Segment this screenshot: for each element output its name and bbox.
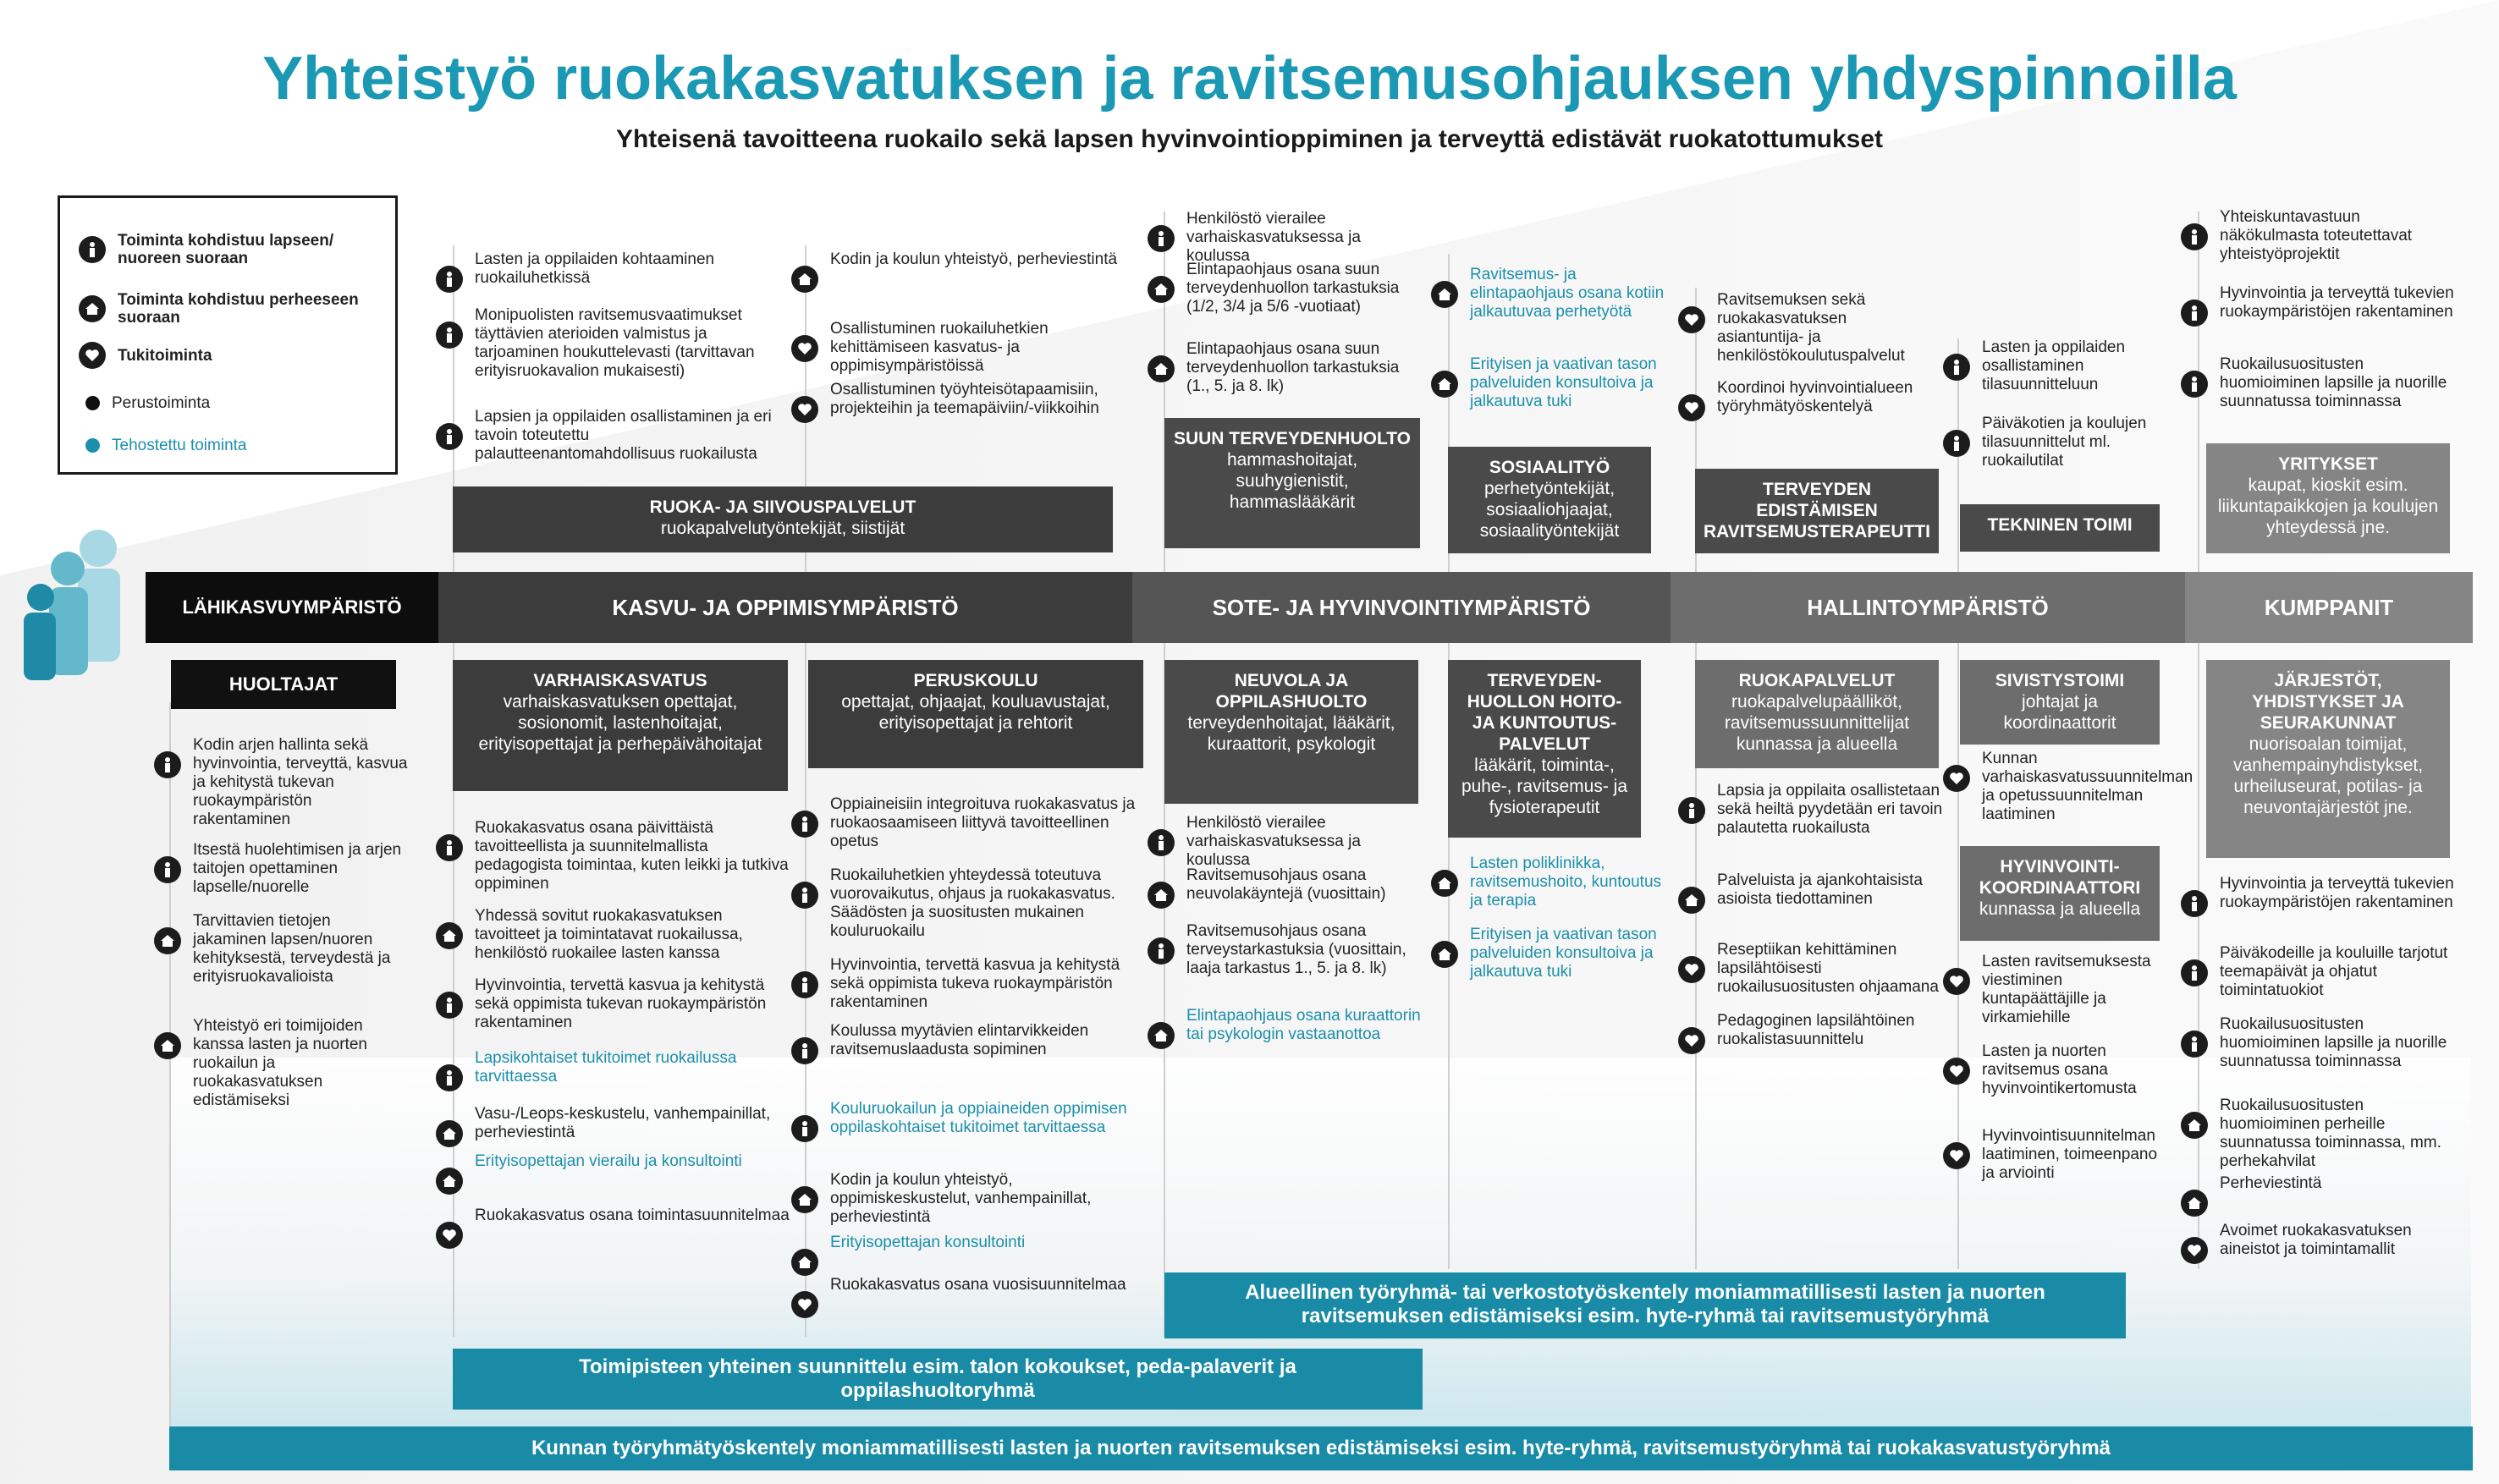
home-icon <box>2181 1190 2208 1217</box>
list-item-text: Hyvinvointia ja terveyttä tukevien ruokaympäristöjen rakentaminen <box>2220 284 2454 321</box>
list-item <box>436 1152 791 1195</box>
heart-icon <box>436 1222 463 1249</box>
box-yritykset: YRITYKSET kaupat, kioskit esim. liikuntapaikkojen ja koulujen yhteydessä jne. <box>2206 443 2450 553</box>
list-item-text: Lasten ja oppilaiden osallistaminen tilasuunnitteluun <box>1982 338 2126 393</box>
list-item <box>154 912 408 987</box>
list-item-text: Itsestä huolehtimisen ja arjen taitojen opettaminen lapselle/nuorelle <box>193 841 402 896</box>
list-item <box>1148 261 1410 316</box>
list-item-text: Elintapaohjaus osana suun terveydenhuollon tarkastuksia (1., 5. ja 8. lk) <box>1186 340 1400 395</box>
home-icon <box>154 1032 181 1059</box>
person-icon <box>2181 959 2208 987</box>
list-item-text: Palveluista ja ajankohtaisista asioista tiedottaminen <box>1717 871 1923 908</box>
home-icon <box>791 266 818 293</box>
list-item <box>1678 941 1949 997</box>
bar-alueellinen: Alueellinen työryhmä- tai verkostotyöskentely moniammatillisesti lasten ja nuorten ravitsemuksen edistämiseksi esim. hyte-ryhmä tai ravitsemustyöryhmä <box>1164 1272 2126 1338</box>
home-icon <box>436 922 463 949</box>
list-item-text: Ruokakasvatus osana toimintasuunnitelmaa <box>475 1206 790 1224</box>
list-item <box>2181 1174 2460 1217</box>
people-illustration <box>15 525 134 685</box>
list-item-text: Oppiaineisiin integroituva ruokakasvatus ja ruokaosaamiseen liittyvä tavoitteellinen opetus <box>830 795 1136 850</box>
person-icon <box>436 992 463 1019</box>
list-item <box>1148 210 1410 266</box>
list-item-text: Avoimet ruokakasvatuksen aineistot ja toimintamallit <box>2220 1222 2412 1258</box>
person-icon <box>436 266 463 293</box>
list-item-text: Ravitsemusohjaus osana terveystarkastuksia (vuosittain, laaja tarkastus 1., 5. ja 8. lk) <box>1186 922 1406 977</box>
list-item-text: Kodin ja koulun yhteistyö, oppimiskeskustelut, vanhempainillat, perheviestintä <box>830 1171 1092 1226</box>
list-item-text: Kouluruokailun ja oppiaineiden oppimisen oppilaskohtaiset tukitoimet tarvittaessa <box>830 1100 1127 1136</box>
heart-icon <box>79 342 106 369</box>
home-icon <box>1431 281 1458 308</box>
list-item-text: Yhdessä sovitut ruokakasvatuksen tavoitteet ja toimintatavat ruokailussa, henkilöstö ruokailee lasten kanssa <box>475 907 743 962</box>
list-item-text: Ruokailusuositusten huomioiminen perheille suunnatussa toiminnassa, mm. perhekahvilat <box>2220 1097 2441 1170</box>
heart-icon <box>791 396 818 423</box>
box-hoito-kuntoutus: TERVEYDEN-HUOLLON HOITO- JA KUNTOUTUS-PALVELUT lääkärit, toiminta-, puhe-, ravitsemus- ja fysioterapeutit <box>1448 660 1641 838</box>
box-ravitsemusterapeutti: TERVEYDEN EDISTÄMISEN RAVITSEMUSTERAPEUTTI <box>1695 469 1939 553</box>
box-jarjestot: JÄRJESTÖT, YHDISTYKSET JA SEURAKUNNAT nuorisoalan toimijat, vanhempainyhdistykset, urheiluseurat, potilas- ja neuvontajärjestöt jne. <box>2206 660 2450 858</box>
home-icon <box>2181 1112 2208 1139</box>
home-icon <box>1148 355 1175 382</box>
teal-dot-icon <box>85 438 100 453</box>
box-hyvinvointikoordinaattori: HYVINVOINTI-KOORDINAATTORI kunnassa ja alueella <box>1960 846 2160 941</box>
box-huoltajat: HUOLTAJAT <box>171 660 396 709</box>
list-item <box>1943 953 2163 1027</box>
home-icon <box>154 927 181 954</box>
list-item <box>1678 782 1949 838</box>
list-item-text: Pedagoginen lapsilähtöinen ruokalistasuunnittelu <box>1717 1012 1915 1048</box>
box-suun-terveydenhuolto: SUUN TERVEYDENHUOLTO hammashoitajat, suuhygienistit, hammaslääkärit <box>1164 418 1420 548</box>
list-item <box>1431 855 1676 910</box>
home-icon <box>1148 276 1175 303</box>
list-item-text: Päiväkotien ja koulujen tilasuunnittelut ml. ruokailutilat <box>1982 415 2147 470</box>
list-item-text: Erityisopettajan konsultointi <box>830 1234 1026 1251</box>
legend-enhanced: Tehostettu toiminta <box>79 437 366 454</box>
list-item-text: Lapsien ja oppilaiden osallistaminen ja eri tavoin toteutettu palautteenantomahdollisuus ruokailusta <box>475 408 772 463</box>
list-item <box>2181 1222 2460 1264</box>
list-item-text: Tarvittavien tietojen jakaminen lapsen/nuoren kehityksestä, terveydestä ja erityisruokavalioista <box>193 912 391 986</box>
home-icon <box>791 1249 818 1276</box>
home-icon <box>436 1120 463 1147</box>
list-item-text: Päiväkodeille ja kouluille tarjotut teemapäivät ja ohjatut toimintatuokiot <box>2220 944 2448 999</box>
box-sivistystoimi: SIVISTYSTOIMI johtajat ja koordinaattorit <box>1960 660 2160 745</box>
list-item-text: Ravitsemuksen sekä ruokakasvatuksen asiantuntija- ja henkilöstökoulutuspalvelut <box>1717 291 1905 365</box>
list-item-text: Reseptiikan kehittäminen lapsilähtöisesti ruokailusuositusten ohjaamana <box>1717 941 1939 996</box>
list-item-text: Perheviestintä <box>2220 1174 2322 1192</box>
legend-support: Tukitoiminta <box>79 342 372 369</box>
list-item <box>1678 291 1932 366</box>
person-icon <box>1943 430 1970 457</box>
heart-icon <box>1678 1027 1705 1054</box>
person-icon <box>791 1037 818 1064</box>
band-kasvu: KASVU- JA OPPIMISYMPÄRISTÖ <box>438 572 1132 643</box>
list-item <box>436 306 774 381</box>
list-item <box>1148 1007 1427 1049</box>
box-ruoka-siivous: RUOKA- JA SIIVOUSPALVELUT ruokapalvelutyöntekijät, siistijät <box>453 486 1113 552</box>
list-item-text: Ravitsemus- ja elintapaohjaus osana kotiin jalkautuvaa perhetyötä <box>1470 266 1665 321</box>
person-icon <box>2181 223 2208 250</box>
list-item-text: Koulussa myytävien elintarvikkeiden ravitsemuslaadusta sopiminen <box>830 1022 1089 1058</box>
page-subtitle: Yhteisenä tavoitteena ruokailo sekä lapsen hyvinvointioppiminen ja terveyttä edistävät ruokatottumukset <box>615 125 1884 153</box>
list-item <box>791 381 1130 423</box>
person-icon <box>1148 937 1175 965</box>
list-item-text: Erityisen ja vaativan tason palveluiden konsultoiva ja jalkautuva tuki <box>1470 355 1657 410</box>
list-item <box>791 956 1147 1012</box>
list-item-text: Ruokailuhetkien yhteydessä toteutuva vuorovaikutus, ohjaus ja ruokakasvatus. Säädösten ja suositusten mukainen kouluruokailu <box>830 866 1115 940</box>
list-item-text: Vasu-/Leops-keskustelu, vanhempainillat, perheviestintä <box>475 1105 771 1141</box>
list-item-text: Hyvinvointisuunnitelman laatiminen, toimeenpano ja arviointi <box>1982 1127 2158 1182</box>
list-item <box>2181 208 2460 264</box>
list-item <box>1148 340 1410 396</box>
person-icon <box>791 811 818 838</box>
list-item <box>1943 1042 2163 1098</box>
list-item <box>436 250 774 293</box>
home-icon <box>79 295 106 322</box>
person-icon <box>791 882 818 909</box>
list-item <box>791 866 1147 941</box>
home-icon <box>1431 870 1458 897</box>
list-item <box>1943 415 2163 470</box>
box-peruskoulu: PERUSKOULU opettajat, ohjaajat, kouluavustajat, erityisopettajat ja rehtorit <box>808 660 1143 768</box>
list-item <box>436 976 791 1032</box>
list-item-text: Osallistuminen ruokailuhetkien kehittämiseen kasvatus- ja oppimisympäristöissä <box>830 320 1049 375</box>
list-item <box>791 795 1147 851</box>
legend-basic: Perustoiminta <box>79 394 366 412</box>
list-item-text: Ruokailusuositusten huomioiminen lapsille ja nuorille suunnatussa toiminnassa <box>2220 1015 2447 1070</box>
list-item <box>2181 875 2460 917</box>
list-item <box>791 1276 1147 1318</box>
list-item-text: Hyvinvointia, tervettä kasvua ja kehitystä sekä oppimista tukeva ruokaympäristön rakentaminen <box>830 956 1120 1011</box>
list-item-text: Lasten poliklinikka, ravitsemushoito, kuntoutus ja terapia <box>1470 855 1662 910</box>
list-item <box>791 320 1130 376</box>
list-item <box>436 1105 791 1147</box>
list-item-text: Ruokakasvatus osana päivittäistä tavoitteellista ja suunnitelmallista pedagogista toimintaa, kuten leikki ja tutkiva oppiminen <box>475 819 789 893</box>
list-item-text: Henkilöstö vierailee varhaiskasvatuksessa ja koulussa <box>1186 814 1361 869</box>
heart-icon <box>1678 394 1705 421</box>
person-icon <box>436 834 463 861</box>
list-item-text: Henkilöstö vierailee varhaiskasvatuksessa ja koulussa <box>1186 210 1361 265</box>
person-icon <box>436 322 463 349</box>
person-icon <box>1148 829 1175 856</box>
box-varhaiskasvatus: VARHAISKASVATUS varhaiskasvatuksen opettajat, sosionomit, lastenhoitajat, erityisopettajat ja perhepäivähoitajat <box>453 660 788 791</box>
home-icon <box>1431 371 1458 398</box>
page-title: Yhteistyö ruokakasvatuksen ja ravitsemusohjauksen yhdyspinnoilla <box>262 45 2237 113</box>
list-item-text: Lasten ravitsemuksesta viestiminen kuntapäättäjille ja virkamiehille <box>1982 953 2151 1026</box>
list-item <box>436 408 774 464</box>
person-icon <box>2181 890 2208 917</box>
list-item-text: Lapsikohtaiset tukitoimet ruokailussa tarvittaessa <box>475 1049 737 1086</box>
heart-icon <box>791 335 818 362</box>
legend-child: Toiminta kohdistuu lapseen/ nuoreen suoraan <box>79 232 372 267</box>
home-icon <box>1148 1022 1175 1049</box>
list-item <box>1148 922 1427 978</box>
list-item <box>2181 1097 2460 1171</box>
list-item-text: Elintapaohjaus osana suun terveydenhuollon tarkastuksia (1/2, 3/4 ja 5/6 -vuotiaat) <box>1186 261 1400 316</box>
list-item-text: Yhteiskuntavastuun näkökulmasta toteutettavat yhteistyöprojektit <box>2220 208 2413 263</box>
list-item <box>1943 338 2163 394</box>
list-item <box>791 1234 1147 1276</box>
person-icon <box>2181 1031 2208 1058</box>
list-item <box>436 819 791 893</box>
person-icon <box>791 1115 818 1142</box>
list-item-text: Koordinoi hyvinvointialueen työryhmätyöskentelyä <box>1717 379 1913 415</box>
home-icon <box>436 1168 463 1195</box>
box-sosiaalityo: SOSIAALITYÖ perhetyöntekijät, sosiaaliohjaajat, sosiaalityöntekijät <box>1448 447 1651 553</box>
list-item-text: Lasten ja nuorten ravitsemus osana hyvinvointikertomusta <box>1982 1042 2137 1097</box>
list-item-text: Hyvinvointia ja terveyttä tukevien ruokaympäristöjen rakentaminen <box>2220 875 2454 911</box>
list-item <box>2181 944 2460 1000</box>
list-item-text: Lapsia ja oppilaita osallistetaan sekä heiltä pyydetään eri tavoin palautetta ruokailusta <box>1717 782 1943 837</box>
list-item <box>1431 926 1676 981</box>
list-item <box>1678 379 1932 421</box>
list-item <box>1678 871 1949 914</box>
list-item <box>154 736 408 829</box>
list-item <box>791 1022 1147 1064</box>
list-item <box>1678 1012 1949 1054</box>
list-item-text: Kunnan varhaiskasvatussuunnitelman ja opetussuunnitelman laatiminen <box>1982 750 2194 823</box>
list-item <box>1943 750 2194 824</box>
person-icon <box>436 1064 463 1091</box>
list-item-text: Kodin ja koulun yhteistyö, perheviestintä <box>830 250 1118 268</box>
black-dot-icon <box>85 396 100 410</box>
person-icon <box>1678 797 1705 824</box>
heart-icon <box>2181 1237 2208 1264</box>
bar-toimipiste: Toimipisteen yhteinen suunnittelu esim. talon kokoukset, peda-palaverit ja oppilashuoltoryhmä <box>453 1349 1423 1410</box>
list-item <box>1148 814 1427 870</box>
list-item <box>436 1049 791 1091</box>
list-item <box>791 250 1130 293</box>
legend <box>58 195 398 475</box>
list-item-text: Yhteistyö eri toimijoiden kanssa lasten ja nuorten ruokailun ja ruokakasvatuksen edistämiseksi <box>193 1017 367 1109</box>
legend-family: Toiminta kohdistuu perheeseen suoraan <box>79 291 372 327</box>
home-icon <box>1678 887 1705 914</box>
person-icon <box>791 971 818 998</box>
list-item-text: Monipuolisten ravitsemusvaatimukset täyttävien aterioiden valmistus ja tarjoaminen houkuttelevasti (tarvittavan erityisruokavalion mukaisesti) <box>475 306 755 380</box>
heart-icon <box>1943 968 1970 995</box>
divider <box>1695 288 1697 1269</box>
box-neuvola: NEUVOLA JA OPPILASHUOLTO terveydenhoitajat, lääkärit, kuraattorit, psykologit <box>1164 660 1418 804</box>
list-item-text: Ruokailusuositusten huomioiminen lapsille ja nuorille suunnatussa toiminnassa <box>2220 355 2447 410</box>
band-lahikasvu: LÄHIKASVUYMPÄRISTÖ <box>146 572 438 643</box>
list-item-text: Lasten ja oppilaiden kohtaaminen ruokailuhetkissä <box>475 250 715 287</box>
person-icon <box>1148 225 1175 252</box>
list-item <box>791 1171 1147 1227</box>
box-ruokapalvelut: RUOKAPALVELUT ruokapalvelupäälliköt, ravitsemussuunnittelijat kunnassa ja alueella <box>1695 660 1939 768</box>
list-item <box>1431 266 1676 322</box>
list-item-text: Ruokakasvatus osana vuosisuunnitelmaa <box>830 1276 1126 1294</box>
band-hallinto: HALLINTOYMPÄRISTÖ <box>1671 572 2185 643</box>
heart-icon <box>1943 1058 1970 1085</box>
list-item <box>2181 284 2460 327</box>
list-item <box>1943 1127 2163 1183</box>
list-item <box>436 907 791 963</box>
list-item <box>791 1100 1147 1142</box>
person-icon <box>2181 371 2208 398</box>
list-item <box>2181 1015 2460 1071</box>
list-item-text: Osallistuminen työyhteisötapaamisiin, projekteihin ja teemapäiviin/-viikkoihin <box>830 381 1099 417</box>
person-icon <box>154 751 181 778</box>
list-item <box>154 841 408 897</box>
bar-kunta: Kunnan työryhmätyöskentely moniammatillisesti lasten ja nuorten ravitsemuksen edistämiseksi esim. hyte-ryhmä, ravitsemustyöryhmä tai ruokakasvatustyöryhmä <box>169 1426 2473 1470</box>
home-icon <box>791 1186 818 1213</box>
list-item <box>1431 355 1676 411</box>
list-item-text: Hyvinvointia, tervettä kasvua ja kehitystä sekä oppimista tukevan ruokaympäristön rakentaminen <box>475 976 767 1031</box>
heart-icon <box>1678 306 1705 333</box>
list-item-text: Erityisen ja vaativan tason palveluiden konsultoiva ja jalkautuva tuki <box>1470 926 1657 981</box>
list-item <box>436 1206 791 1249</box>
list-item-text: Ravitsemusohjaus osana neuvolakäyntejä (vuosittain) <box>1186 866 1386 903</box>
home-icon <box>1431 941 1458 968</box>
box-tekninen-toimi: TEKNINEN TOIMI <box>1960 504 2160 552</box>
person-icon <box>154 856 181 883</box>
heart-icon <box>1943 1142 1970 1169</box>
list-item-text: Erityisopettajan vierailu ja konsultointi <box>475 1152 742 1170</box>
list-item-text: Kodin arjen hallinta sekä hyvinvointia, terveyttä, kasvua ja kehitystä tukevan ruokaympäristön rakentaminen <box>193 736 408 828</box>
home-icon <box>1148 882 1175 909</box>
person-icon <box>436 423 463 450</box>
list-item <box>154 1017 408 1110</box>
list-item-text: Elintapaohjaus osana kuraattorin tai psykologin vastaanottoa <box>1186 1007 1421 1043</box>
heart-icon <box>1943 765 1970 792</box>
person-icon <box>79 236 106 263</box>
list-item <box>2181 355 2460 411</box>
band-kumppanit: KUMPPANIT <box>2185 572 2473 643</box>
heart-icon <box>1678 956 1705 983</box>
band-sote: SOTE- JA HYVINVOINTIYMPÄRISTÖ <box>1132 572 1671 643</box>
heart-icon <box>791 1291 818 1318</box>
person-icon <box>2181 300 2208 327</box>
list-item <box>1148 866 1427 909</box>
person-icon <box>1943 354 1970 381</box>
